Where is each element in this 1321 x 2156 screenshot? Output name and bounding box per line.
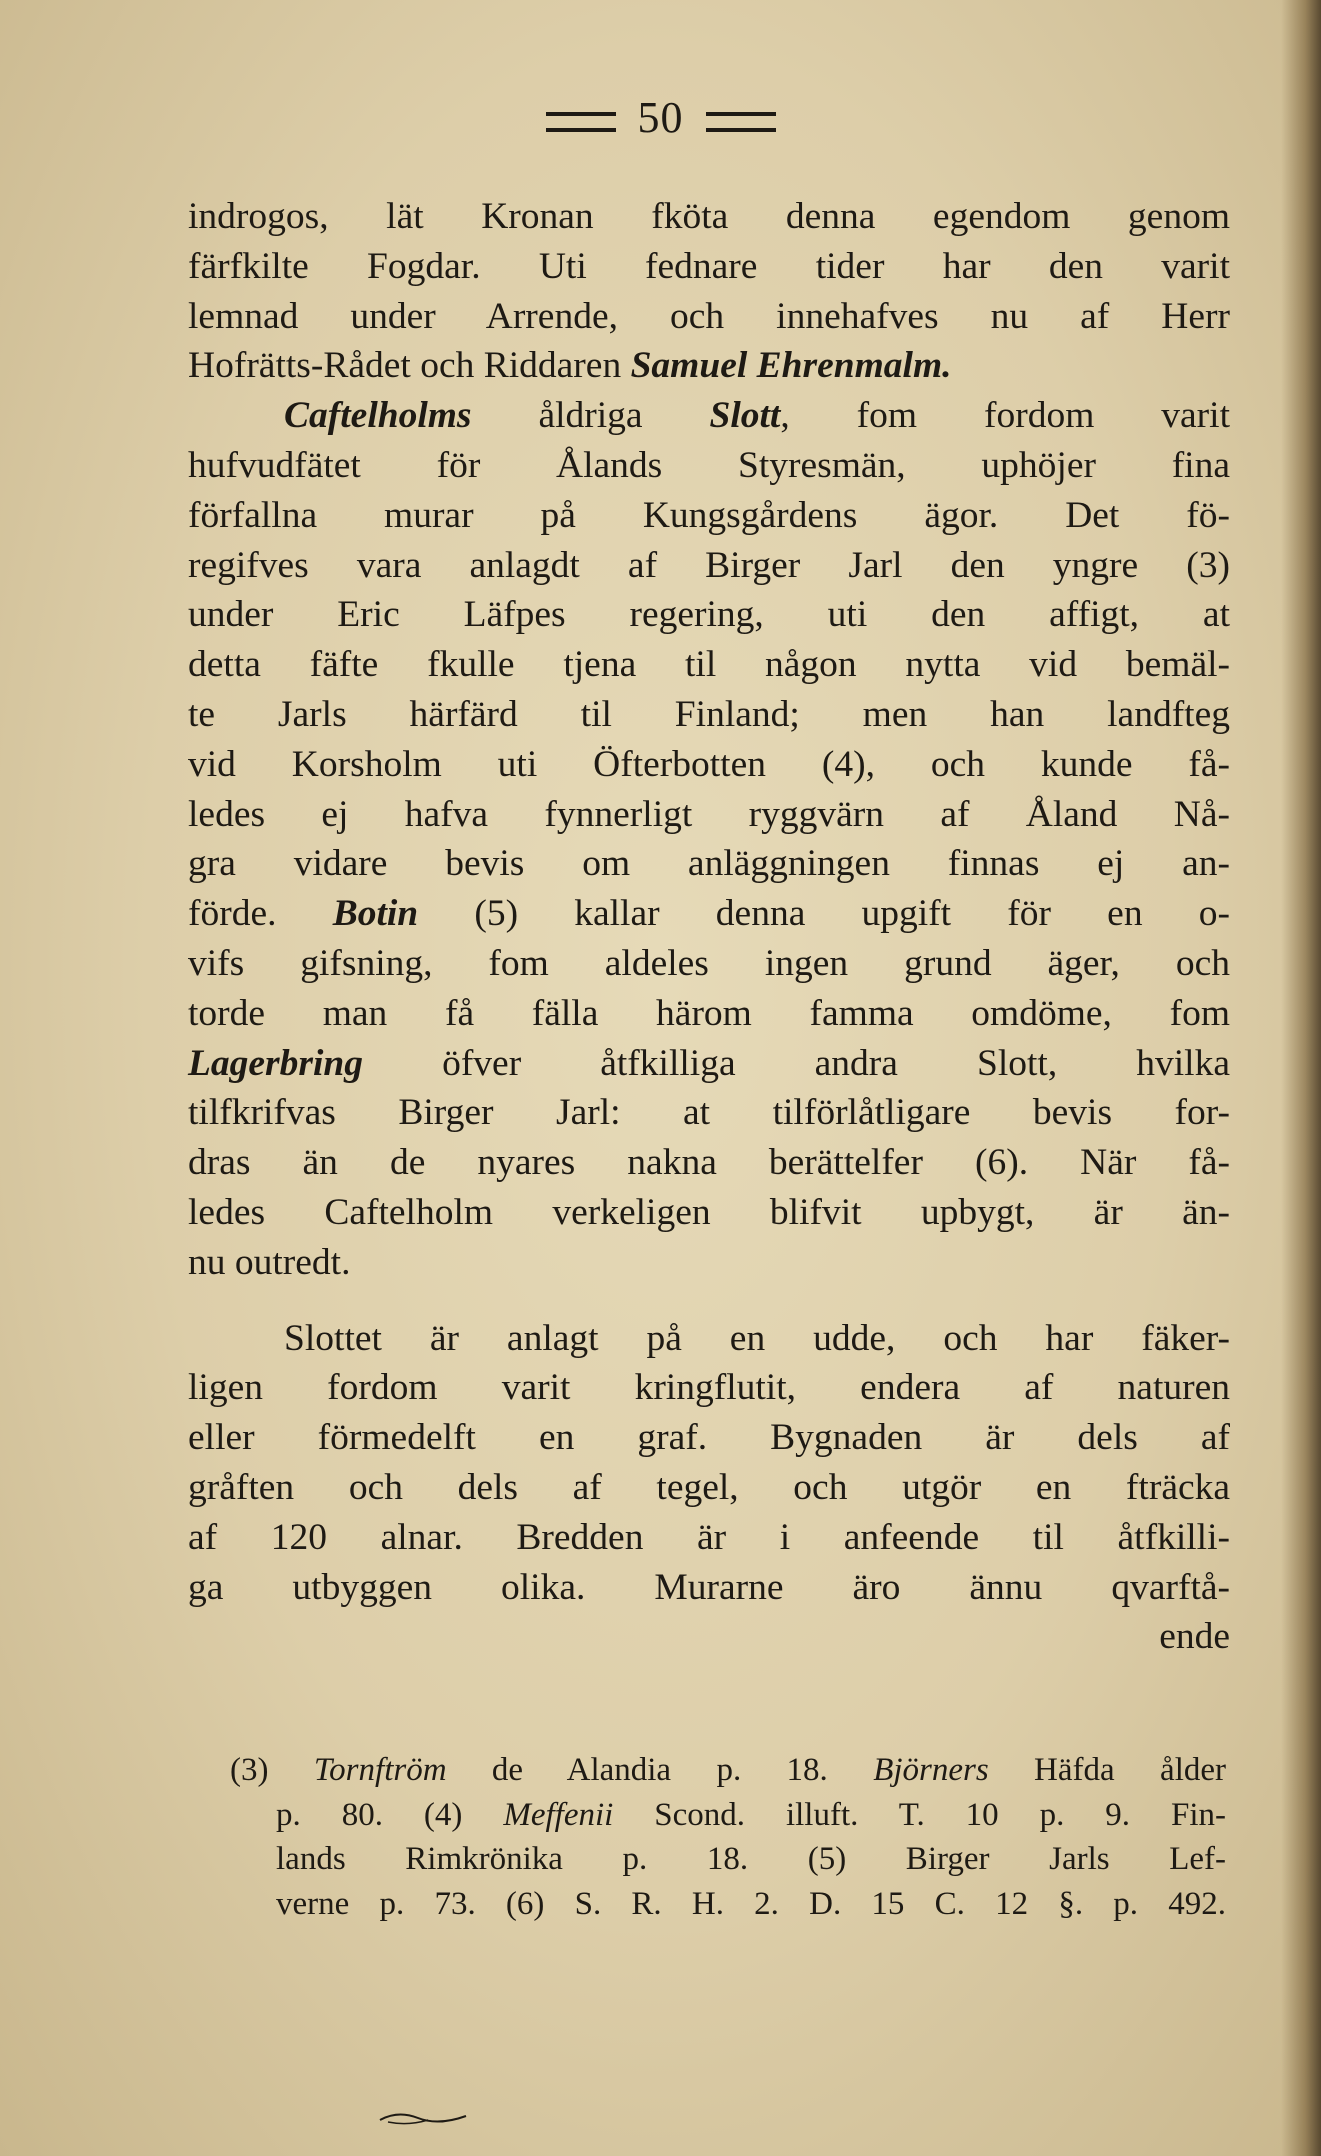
catchword: ende [1159, 1616, 1230, 1658]
text-line [188, 391, 1230, 441]
text-run: öfver åtfkilliga andra Slott, hvilka [363, 1042, 1230, 1084]
footnote-line: verne p. 73. (6) S. R. H. 2. D. 15 C. 12 §. p. 492. [276, 1885, 1226, 1922]
text-line: ligen fordom varit kringflutit, endera af naturen [188, 1367, 1230, 1409]
text-line: under Eric Läfpes regering, uti den affigt, at [188, 594, 1230, 636]
text-run: (3) [230, 1752, 314, 1788]
text-line: af 120 alnar. Bredden är i anfeende til åtfkilli- [188, 1516, 1230, 1558]
footnote-line: lands Rimkrönika p. 18. (5) Birger Jarls Lef- [276, 1841, 1226, 1877]
text-line: ledes ej hafva fynnerligt ryggvärn af Åland Nå- [188, 793, 1230, 835]
person-name: Botin [332, 893, 419, 935]
text-run: Hofrätts-Rådet och Riddaren [188, 345, 631, 387]
header-rule-left [546, 112, 616, 132]
text-run: Häfda ålder [988, 1752, 1226, 1788]
emphasis-word: Slott [709, 395, 781, 437]
text-line: dras än de nyares nakna berättelfer (6). När få- [188, 1142, 1230, 1184]
text-line: regifves vara anlagdt af Birger Jarl den yngre (3) [188, 544, 1230, 586]
page-edge-shadow [1281, 0, 1321, 2156]
text-line: förfallna murar på Kungsgårdens ägor. Det fö- [188, 494, 1230, 536]
text-line: gråften och dels af tegel, och utgör en fträcka [188, 1466, 1230, 1508]
page-header [0, 92, 1321, 143]
paragraph-gap [188, 1288, 1230, 1314]
text-line: torde man få fälla härom famma omdöme, fom [188, 992, 1230, 1034]
author-name: Meffenii [503, 1796, 614, 1833]
person-name: Samuel Ehrenmalm. [630, 345, 952, 387]
text-line: indrogos, lät Kronan fköta denna egendom genom [188, 196, 1230, 237]
footnote-line [230, 1748, 1226, 1793]
ornament-icon [378, 2108, 468, 2128]
text-line: ga utbyggen olika. Murarne äro ännu qvarftå- [188, 1566, 1230, 1608]
text-line: te Jarls härfärd til Finland; men han landfteg [188, 693, 1230, 735]
footnotes [230, 1748, 1226, 1926]
body-text [188, 192, 1230, 1662]
text-line: tilfkrifvas Birger Jarl: at tilförlåtligare bevis for- [188, 1092, 1230, 1134]
text-line [188, 889, 1230, 939]
text-line: färfkilte Fogdar. Uti fednare tider har den varit [188, 245, 1230, 287]
author-name: Björners [873, 1752, 989, 1788]
place-name: Caftelholms [284, 395, 472, 437]
header-rule-right [706, 112, 776, 132]
page-number: 50 [637, 93, 684, 142]
text-line: vifs gifsning, fom aldeles ingen grund äger, och [188, 942, 1230, 984]
person-name: Lagerbring [188, 1042, 364, 1084]
text-line: eller förmedelft en graf. Bygnaden är dels af [188, 1417, 1230, 1459]
text-run: Scond. illuft. T. 10 p. 9. Fin- [613, 1796, 1226, 1833]
text-line: hufvudfätet för Ålands Styresmän, uphöjer fina [188, 444, 1230, 486]
author-name: Tornftröm [313, 1752, 447, 1788]
text-line: ledes Caftelholm verkeligen blifvit upbygt, är än- [188, 1191, 1230, 1233]
text-line: gra vidare bevis om anläggningen finnas ej an- [188, 843, 1230, 885]
text-line: vid Korsholm uti Öfterbotten (4), och kunde få- [188, 743, 1230, 785]
footnote-line [230, 1793, 1226, 1838]
text-line: detta fäfte fkulle tjena til någon nytta vid bemäl- [188, 644, 1230, 686]
text-line: nu outredt. [188, 1241, 351, 1283]
text-line [188, 341, 1230, 391]
text-run: förde. [188, 893, 333, 935]
text-run: åldriga [471, 395, 710, 437]
text-line: Slottet är anlagt på en udde, och har fäker- [284, 1317, 1230, 1359]
text-run: p. 80. (4) [276, 1796, 504, 1833]
text-run: de Alandia p. 18. [446, 1752, 874, 1788]
text-line: lemnad under Arrende, och innehafves nu af Herr [188, 295, 1230, 337]
text-run: , fom fordom varit [780, 395, 1230, 437]
text-run: (5) kallar denna upgift för en o- [418, 893, 1231, 935]
text-line [188, 1039, 1230, 1089]
